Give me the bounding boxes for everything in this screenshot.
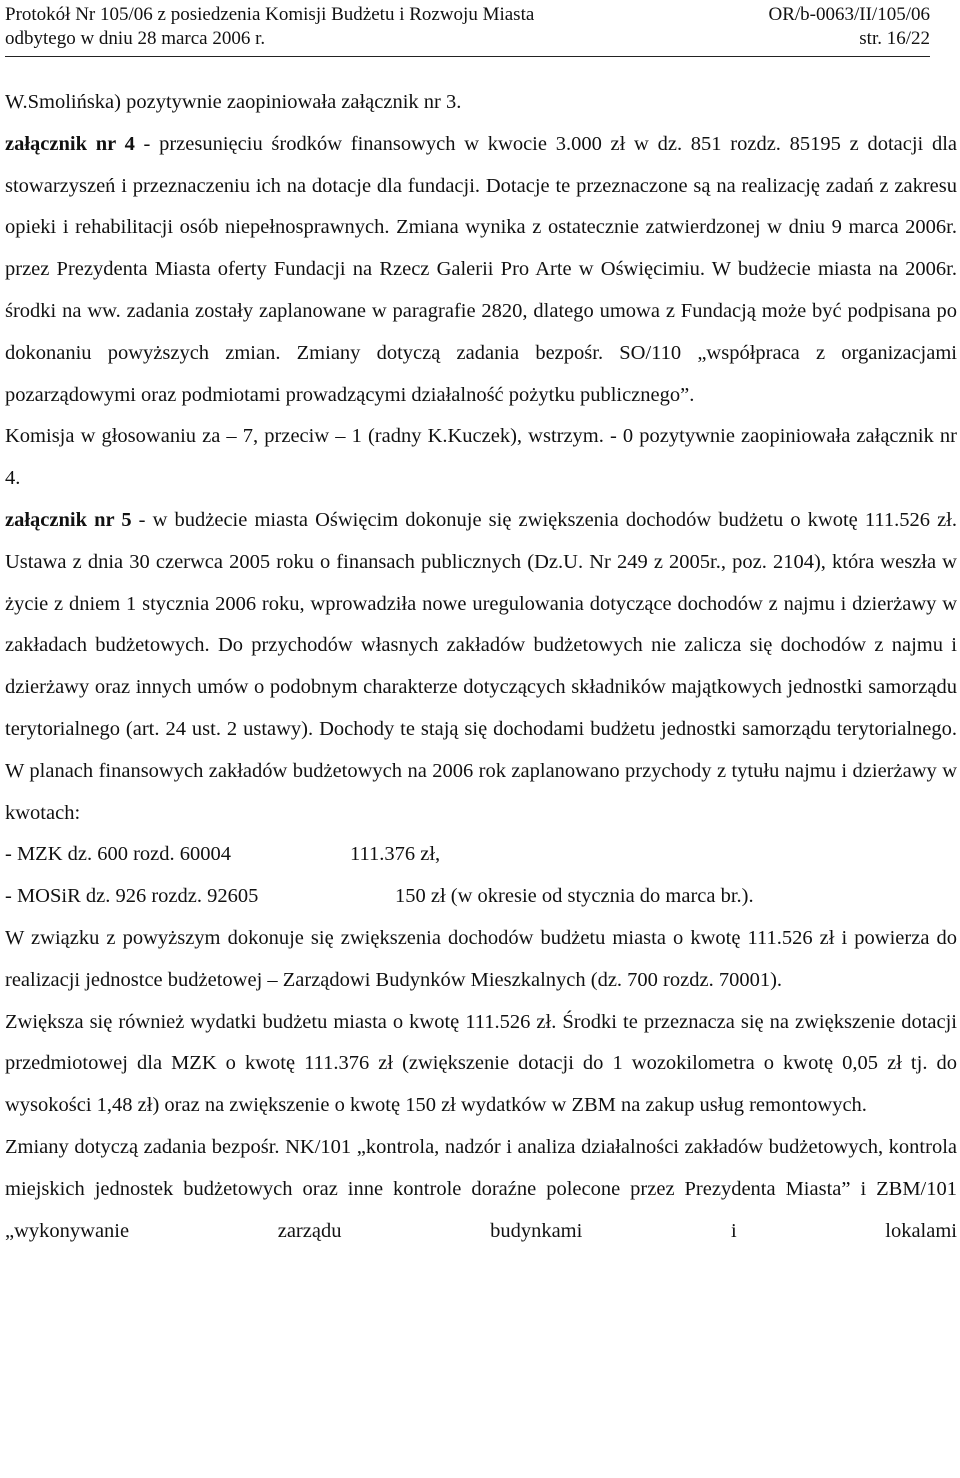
list-item-unit: - MZK dz. 600 rozd. 60004 bbox=[5, 843, 232, 866]
document-title: Protokół Nr 105/06 z posiedzenia Komisji Budżetu i Rozwoju Miasta bbox=[5, 4, 535, 25]
header-divider bbox=[5, 56, 930, 57]
meeting-date: odbytego w dniu 28 marca 2006 r. bbox=[5, 28, 266, 49]
list-item bbox=[5, 876, 957, 918]
paragraph-1: W.Smolińska) pozytywnie zaopiniowała załącznik nr 3. bbox=[5, 91, 462, 113]
list-item-unit: - MOSiR dz. 926 rozdz. 92605 bbox=[5, 885, 259, 908]
attachment-4-heading: załącznik nr 4 bbox=[5, 132, 135, 155]
document-reference: OR/b-0063/II/105/06 bbox=[768, 4, 930, 25]
header-row-2 bbox=[5, 27, 930, 51]
page-header bbox=[5, 3, 930, 51]
document-body bbox=[5, 82, 957, 1252]
list-item bbox=[5, 834, 957, 876]
paragraph-attachment-4 bbox=[5, 124, 957, 417]
paragraph-expenses: Zwiększa się również wydatki budżetu miasta o kwotę 111.526 zł. Środki te przeznacza się na zwiększenie dotacji przedmiotowej dla MZK o kwotę 111.376 zł (zwiększenie dotacji do 1 wozokilometra o kwotę 0,05 zł tj. do wysokości 1,48 zł) oraz na zwiększenie o kwotę 150 zł wydatków w ZBM na zakup usług remontowych. bbox=[5, 1010, 957, 1117]
attachment-4-text: - przesunięciu środków finansowych w kwocie 3.000 zł w dz. 851 rozdz. 85195 z dotacji dla stowarzyszeń i przeznaczeniu ich na dotacje dla fundacji. Dotacje te przeznaczone są na realizację zadań z zakresu opieki i rehabilitacji osób niepełnosprawnych. Zmiana wynika z ostatecznie zatwierdzonej w dniu 9 marca 2006r. przez Prezydenta Miasta oferty Fundacji na Rzecz Galerii Pro Arte w Oświęcimiu. W budżecie miasta na 2006r. środki na ww. zadania zostały zaplanowane w paragrafie 2820, dlatego umowa z Fundacją może być podpisana po dokonaniu powyższych zmian. Zmiany dotyczą zadania bezpośr. SO/110 „współpraca z organizacjami pozarządowymi oraz podmiotami prowadzącymi działalność pożytku publicznego”. bbox=[5, 132, 957, 406]
paragraph-attachment-5 bbox=[5, 500, 957, 834]
paragraph-income: W związku z powyższym dokonuje się zwiększenia dochodów budżetu miasta o kwotę 111.526 zł i powierza do realizacji jednostce budżetowej – Zarządowi Budynków Mieszkalnych (dz. 700 rozdz. 70001). bbox=[5, 926, 957, 991]
list-item-amount: 111.376 zł, bbox=[350, 843, 441, 866]
list-item-amount: 150 zł (w okresie od stycznia do marca br.). bbox=[395, 885, 754, 908]
page-number: str. 16/22 bbox=[859, 28, 930, 49]
paragraph-vote: Komisja w głosowaniu za – 7, przeciw – 1 (radny K.Kuczek), wstrzym. - 0 pozytywnie zaopiniowała załącznik nr 4. bbox=[5, 425, 957, 490]
attachment-5-heading: załącznik nr 5 bbox=[5, 508, 132, 531]
paragraph-tasks: Zmiany dotyczą zadania bezpośr. NK/101 „kontrola, nadzór i analiza działalności zakładów budżetowych, kontrola miejskich jednostek budżetowych oraz inne kontrole doraźne polecone przez Prezydenta Miasta” i ZBM/101 „wykonywanie zarządu budynkami i lokalami bbox=[5, 1135, 957, 1242]
attachment-5-text: - w budżecie miasta Oświęcim dokonuje się zwiększenia dochodów budżetu o kwotę 111.526 zł. Ustawa z dnia 30 czerwca 2005 roku o finansach publicznych (Dz.U. Nr 249 z 2005r., poz. 2104), która weszła w życie z dniem 1 stycznia 2006 roku, wprowadziła nowe uregulowania dotyczące dochodów z najmu i dzierżawy w zakładach budżetowych. Do przychodów własnych zakładów budżetowych nie zalicza się dochodów z najmu i dzierżawy oraz innych umów o podobnym charakterze dotyczących składników majątkowych jednostki samorządu terytorialnego (art. 24 ust. 2 ustawy). Dochody te stają się dochodami budżetu jednostki samorządu terytorialnego. W planach finansowych zakładów budżetowych na 2006 rok zaplanowano przychody z tytułu najmu i dzierżawy w kwotach: bbox=[5, 508, 957, 824]
header-row-1 bbox=[5, 3, 930, 27]
